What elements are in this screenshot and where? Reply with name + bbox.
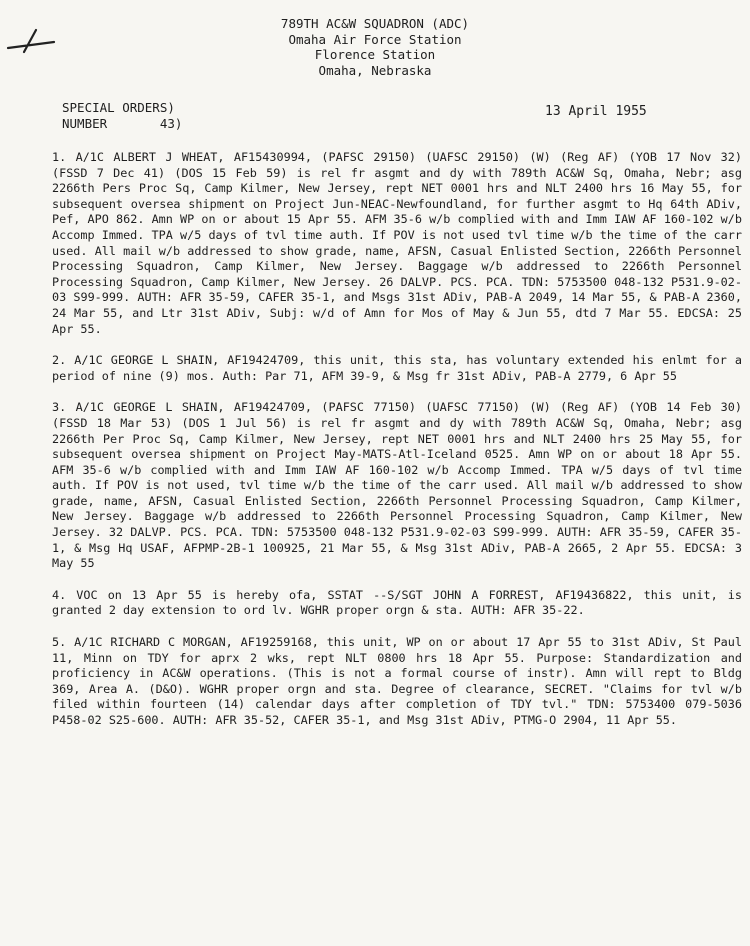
order-paragraph-2: 2. A/1C GEORGE L SHAIN, AF19424709, this unit, this sta, has voluntary extended his enlmt for a period of nine (9) mos. Auth: Par 71, AFM 39-9, & Msg fr 31st ADiv, PAB-A 2779, 6 Apr 55 <box>52 353 742 383</box>
letterhead-substation: Florence Station <box>314 47 436 62</box>
letterhead-city: Omaha, Nebraska <box>318 62 432 78</box>
order-paragraph-4: 4. VOC on 13 Apr 55 is hereby ofa, SSTAT --S/SGT JOHN A FORREST, AF19436822, this unit, is granted 2 day extension to ord lv. WGHR proper orgn & sta. AUTH: AFR 35-22. <box>52 587 742 618</box>
order-paragraph-5: 5. A/1C RICHARD C MORGAN, AF19259168, this unit, WP on or about 17 Apr 55 to 31st ADiv, St Paul 11, Minn on TDY for aprx 2 wks, rept NLT 0800 hrs 18 Apr 55. Purpose: Standardization and proficiency in AC&W operations. (This is not a formal course of instr). Amn will rept to Bldg 369, Area A. (D&O). WGHR proper orgn and sta. Degree of clearance, SECRET. "Claims for tvl w/b filed within fourteen (14) calendar days after completion of TDY tvl." TDN: 5753400 079-5036 P458-02 S25-600. AUTH: AFR 35-52, CAFER 35-1, and Msg 31st ADiv, PTMG-O 2904, 11 Apr 55. <box>52 635 742 727</box>
number-label: NUMBER <box>62 115 108 131</box>
letterhead-station: Omaha Air Force Station <box>288 31 462 47</box>
order-paragraph-3: 3. A/1C GEORGE L SHAIN, AF19424709, (PAFSC 77150) (UAFSC 77150) (W) (Reg AF) (YOB 14 Feb 30) (FSSD 18 Mar 53) (DOS 1 Jul 56) is rel fr asgmt and dy with 789th AC&W Sq, Omaha, Nebr; asg 2266th Per Proc Sq, Camp Kilmer, New Jersey, rept NET 0001 hrs and NLT 2400 hrs 25 May 55, for subsequent oversea shipment on Project May-MATS-Atl-Iceland 0525. Amn WP on or about 18 Apr 55. AFM 35-6 w/b complied with and Imm IAW AF 160-102 w/b Accomp Immed. TPA w/5 days of tvl time auth. If POV is not used, tvl time w/b the time of the carr used. All mail w/b addressed to show grade, name, AFSN, Casual Enlisted Section, 2266th Personnel Processing Squadron, Camp Kilmer, New Jersey. Baggage w/b addressed to 2266th Personnel Processing Squadron, Camp Kilmer, New Jersey. 32 DALVP. PCS. PCA. TDN: 5753500 048-132 P531.9-02-03 S99-999. AUTH: AFR 35-59, CAFER 35-1, & Msg Hq USAF, AFPMP-2B-1 100925, 21 Mar 55, & Msg 31st ADiv, PAB-A 2665, 2 Apr 55. EDCSA: 3 May 55 <box>52 400 742 571</box>
special-orders-label: SPECIAL ORDERS) <box>62 100 175 115</box>
order-body <box>52 150 742 745</box>
letterhead-unit: 789TH AC&W SQUADRON (ADC) <box>280 16 470 31</box>
order-paragraph-1: 1. A/1C ALBERT J WHEAT, AF15430994, (PAFSC 29150) (UAFSC 29150) (W) (Reg AF) (YOB 17 Nov 32) (FSSD 7 Dec 41) (DOS 15 Feb 59) is rel fr asgmt and dy with 789th AC&W Sq, Omaha, Nebr; asg 2266th Pers Proc Sq, Camp Kilmer, New Jersey, rept NET 0001 hrs and NLT 2400 hrs 16 May 55, for subsequent oversea shipment on Project Jun-NEAC-Newfoundland, for further asgmt to Hq 64th ADiv, Pef, APO 862. Amn WP on or about 15 Apr 55. AFM 35-6 w/b complied with and Imm IAW AF 160-102 w/b Accomp Immed. TPA w/5 days of tvl time auth. If POV is not used tvl time w/b the time of the carr used. All mail w/b addressed to show grade, name, AFSN, Casual Enlisted Section, 2266th Personnel Processing Squadron, Camp Kilmer, New Jersey. Baggage w/b addressed to 2266th Personnel Processing Squadron, Camp Kilmer, New Jersey. 26 DALVP. PCS. PCA. TDN: 5753500 048-132 P531.9-02-03 S99-999. AUTH: AFR 35-59, CAFER 35-1, and Msgs 31st ADiv, PAB-A 2049, 14 Mar 55, & PAB-A 2360, 24 Mar 55, and Ltr 31st ADiv, Subj: w/d of Amn for Mos of May & Jun 55, dtd 7 Mar 55. EDCSA: 25 Apr 55. <box>52 150 742 336</box>
order-number: 43) <box>159 115 183 131</box>
unit-letterhead <box>0 16 750 78</box>
order-designation <box>62 100 182 131</box>
order-date: 13 April 1955 <box>545 104 647 119</box>
